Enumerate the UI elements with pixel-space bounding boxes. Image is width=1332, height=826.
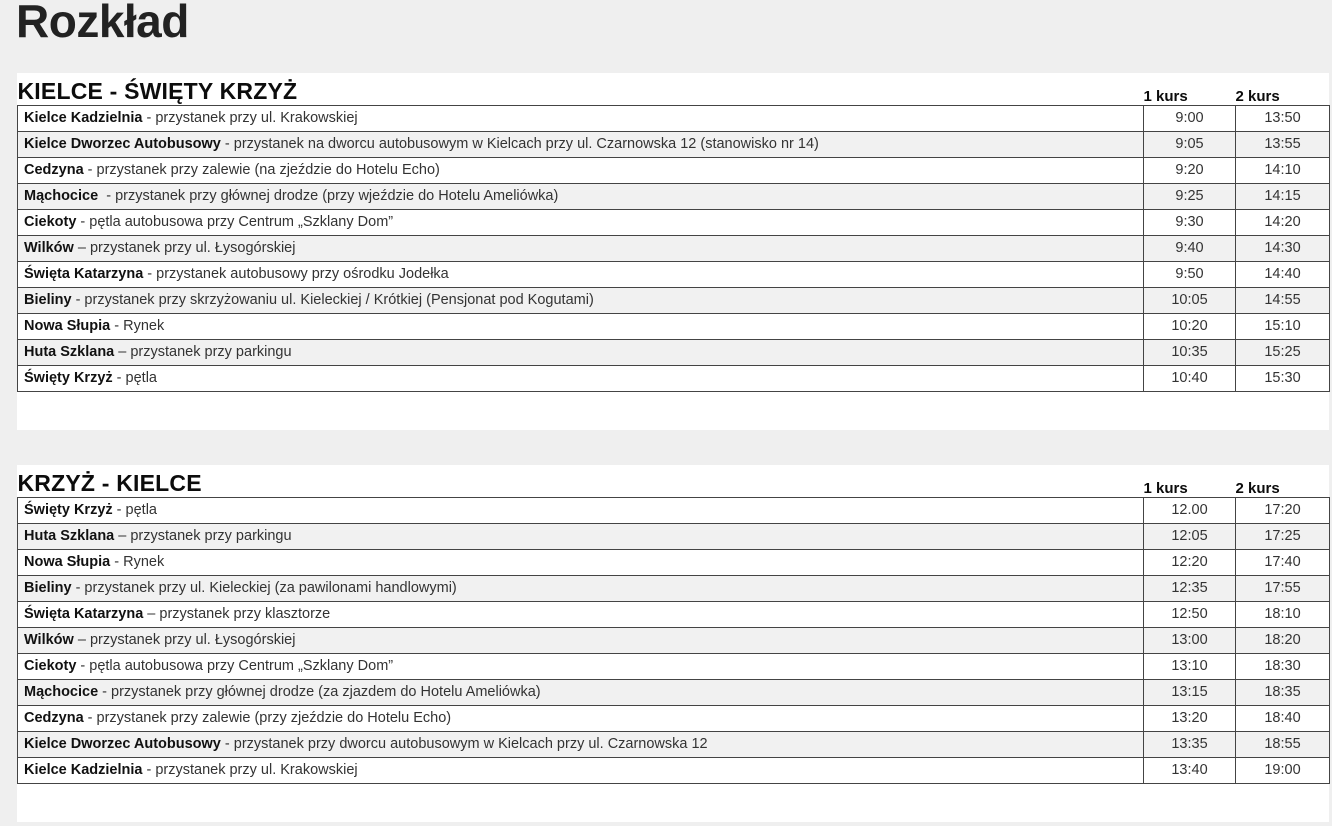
departure-time-kurs-2: 17:55 [1236, 576, 1330, 602]
stop-cell [18, 236, 1144, 262]
stop-name: Kielce Kadzielnia [24, 762, 143, 778]
stop-cell [18, 314, 1144, 340]
table-row [18, 654, 1330, 680]
stop-name: Huta Szklana [24, 528, 115, 544]
departure-time-kurs-1: 9:25 [1144, 184, 1236, 210]
stop-description: - Rynek [110, 554, 165, 570]
stop-name: Kielce Dworzec Autobusowy [24, 136, 221, 152]
departure-time-kurs-1: 9:40 [1144, 236, 1236, 262]
stop-description: - przystanek autobusowy przy ośrodku Jodełka [143, 266, 449, 282]
stop-name: Huta Szklana [24, 344, 115, 360]
stop-cell [18, 654, 1144, 680]
departure-time-kurs-2: 18:20 [1236, 628, 1330, 654]
schedule-table [17, 465, 1330, 784]
table-row [18, 236, 1330, 262]
departure-time-kurs-2: 18:10 [1236, 602, 1330, 628]
stop-description: - pętla autobusowa przy Centrum „Szklany Dom” [76, 658, 394, 674]
departure-time-kurs-1: 12:05 [1144, 524, 1236, 550]
departure-time-kurs-1: 9:30 [1144, 210, 1236, 236]
departure-time-kurs-1: 12:35 [1144, 576, 1236, 602]
departure-time-kurs-1: 12:20 [1144, 550, 1236, 576]
stop-description: - przystanek przy zalewie (na zjeździe do Hotelu Echo) [83, 162, 440, 178]
table-row [18, 314, 1330, 340]
stop-name: Ciekoty [24, 214, 77, 230]
departure-time-kurs-2: 18:30 [1236, 654, 1330, 680]
table-row [18, 210, 1330, 236]
table-header-row [18, 465, 1330, 498]
stop-description: – przystanek przy parkingu [114, 528, 292, 544]
table-row [18, 498, 1330, 524]
departure-time-kurs-2: 15:25 [1236, 340, 1330, 366]
stop-name: Święty Krzyż [24, 370, 113, 386]
stop-description: - pętla [112, 370, 157, 386]
schedule-section-kielce-swiety-krzyz [17, 73, 1329, 430]
column-header-kurs-2: 2 kurs [1235, 480, 1280, 497]
stop-name: Święta Katarzyna [24, 266, 144, 282]
stop-name: Wilków [24, 240, 74, 256]
stop-cell [18, 262, 1144, 288]
departure-time-kurs-2: 18:40 [1236, 706, 1330, 732]
departure-time-kurs-2: 18:55 [1236, 732, 1330, 758]
stop-name: Cedzyna [24, 710, 84, 726]
table-row [18, 158, 1330, 184]
departure-time-kurs-2: 14:10 [1236, 158, 1330, 184]
stop-cell [18, 340, 1144, 366]
departure-time-kurs-2: 15:30 [1236, 366, 1330, 392]
stop-cell [18, 106, 1144, 132]
table-row [18, 758, 1330, 784]
stop-cell [18, 524, 1144, 550]
stop-name: Nowa Słupia [24, 554, 111, 570]
stop-description: - przystanek przy skrzyżowaniu ul. Kieleckiej / Krótkiej (Pensjonat pod Kogutami) [71, 292, 594, 308]
stop-name: Ciekoty [24, 658, 77, 674]
stop-name: Mąchocice [24, 188, 99, 204]
stop-description: - przystanek przy głównej drodze (za zjazdem do Hotelu Ameliówka) [98, 684, 541, 700]
table-row [18, 680, 1330, 706]
column-header-kurs-1: 1 kurs [1143, 88, 1188, 105]
stop-description: - pętla autobusowa przy Centrum „Szklany Dom” [76, 214, 394, 230]
stop-name: Mąchocice [24, 684, 99, 700]
departure-time-kurs-2: 14:55 [1236, 288, 1330, 314]
stop-cell [18, 498, 1144, 524]
stop-description: - Rynek [110, 318, 165, 334]
table-row [18, 550, 1330, 576]
stop-description: - przystanek przy ul. Kieleckiej (za pawilonami handlowymi) [71, 580, 457, 596]
departure-time-kurs-2: 17:25 [1236, 524, 1330, 550]
stop-description: – przystanek przy klasztorze [143, 606, 331, 622]
departure-time-kurs-2: 13:50 [1236, 106, 1330, 132]
table-row [18, 366, 1330, 392]
departure-time-kurs-2: 17:40 [1236, 550, 1330, 576]
route-title: KIELCE - ŚWIĘTY KRZYŻ [17, 78, 298, 104]
departure-time-kurs-1: 13:10 [1144, 654, 1236, 680]
departure-time-kurs-1: 9:05 [1144, 132, 1236, 158]
stop-cell [18, 132, 1144, 158]
stop-cell [18, 366, 1144, 392]
departure-time-kurs-1: 9:20 [1144, 158, 1236, 184]
table-row [18, 524, 1330, 550]
departure-time-kurs-2: 14:20 [1236, 210, 1330, 236]
departure-time-kurs-1: 12.00 [1144, 498, 1236, 524]
stop-cell [18, 550, 1144, 576]
stop-description: - przystanek przy ul. Krakowskiej [142, 110, 358, 126]
stop-name: Kielce Dworzec Autobusowy [24, 736, 221, 752]
table-row [18, 732, 1330, 758]
departure-time-kurs-1: 12:50 [1144, 602, 1236, 628]
stop-name: Bieliny [24, 580, 72, 596]
stop-name: Bieliny [24, 292, 72, 308]
table-header-row [18, 73, 1330, 106]
stop-cell [18, 158, 1144, 184]
departure-time-kurs-1: 13:00 [1144, 628, 1236, 654]
departure-time-kurs-1: 13:15 [1144, 680, 1236, 706]
departure-time-kurs-1: 10:20 [1144, 314, 1236, 340]
schedule-table [17, 73, 1330, 392]
departure-time-kurs-1: 13:40 [1144, 758, 1236, 784]
departure-time-kurs-1: 9:50 [1144, 262, 1236, 288]
stop-name: Kielce Kadzielnia [24, 110, 143, 126]
stop-name: Święta Katarzyna [24, 606, 144, 622]
table-row [18, 576, 1330, 602]
table-row [18, 288, 1330, 314]
departure-time-kurs-2: 13:55 [1236, 132, 1330, 158]
departure-time-kurs-2: 14:30 [1236, 236, 1330, 262]
table-row [18, 340, 1330, 366]
stop-description: - przystanek przy zalewie (przy zjeździe do Hotelu Echo) [83, 710, 452, 726]
stop-description: - przystanek przy ul. Krakowskiej [142, 762, 358, 778]
departure-time-kurs-2: 14:40 [1236, 262, 1330, 288]
table-row [18, 184, 1330, 210]
stop-cell [18, 184, 1144, 210]
stop-cell [18, 732, 1144, 758]
table-row [18, 602, 1330, 628]
column-header-kurs-2: 2 kurs [1235, 88, 1280, 105]
table-row [18, 706, 1330, 732]
stop-cell [18, 602, 1144, 628]
stop-name: Cedzyna [24, 162, 84, 178]
stop-name: Nowa Słupia [24, 318, 111, 334]
departure-time-kurs-1: 13:35 [1144, 732, 1236, 758]
table-row [18, 132, 1330, 158]
departure-time-kurs-1: 10:05 [1144, 288, 1236, 314]
departure-time-kurs-1: 10:40 [1144, 366, 1236, 392]
table-row [18, 106, 1330, 132]
departure-time-kurs-1: 9:00 [1144, 106, 1236, 132]
stop-description: - pętla [112, 502, 157, 518]
stop-cell [18, 758, 1144, 784]
stop-description: - przystanek na dworcu autobusowym w Kielcach przy ul. Czarnowska 12 (stanowisko nr 14) [220, 136, 819, 152]
stop-name: Święty Krzyż [24, 502, 113, 518]
page-title: Rozkład [16, 0, 189, 47]
stop-name: Wilków [24, 632, 74, 648]
stop-description: – przystanek przy ul. Łysogórskiej [73, 632, 296, 648]
stop-cell [18, 576, 1144, 602]
departure-time-kurs-2: 18:35 [1236, 680, 1330, 706]
stop-cell [18, 210, 1144, 236]
stop-description: – przystanek przy parkingu [114, 344, 292, 360]
table-row [18, 628, 1330, 654]
stop-description: – przystanek przy ul. Łysogórskiej [73, 240, 296, 256]
departure-time-kurs-2: 15:10 [1236, 314, 1330, 340]
departure-time-kurs-2: 14:15 [1236, 184, 1330, 210]
column-header-kurs-1: 1 kurs [1143, 480, 1188, 497]
stop-cell [18, 680, 1144, 706]
stop-description: - przystanek przy dworcu autobusowym w Kielcach przy ul. Czarnowska 12 [220, 736, 708, 752]
stop-description: - przystanek przy głównej drodze (przy wjeździe do Hotelu Ameliówka) [98, 188, 559, 204]
departure-time-kurs-2: 19:00 [1236, 758, 1330, 784]
departure-time-kurs-1: 13:20 [1144, 706, 1236, 732]
schedule-section-krzyz-kielce [17, 465, 1329, 822]
route-title: KRZYŻ - KIELCE [17, 470, 202, 496]
departure-time-kurs-2: 17:20 [1236, 498, 1330, 524]
stop-cell [18, 288, 1144, 314]
table-row [18, 262, 1330, 288]
stop-cell [18, 628, 1144, 654]
departure-time-kurs-1: 10:35 [1144, 340, 1236, 366]
stop-cell [18, 706, 1144, 732]
